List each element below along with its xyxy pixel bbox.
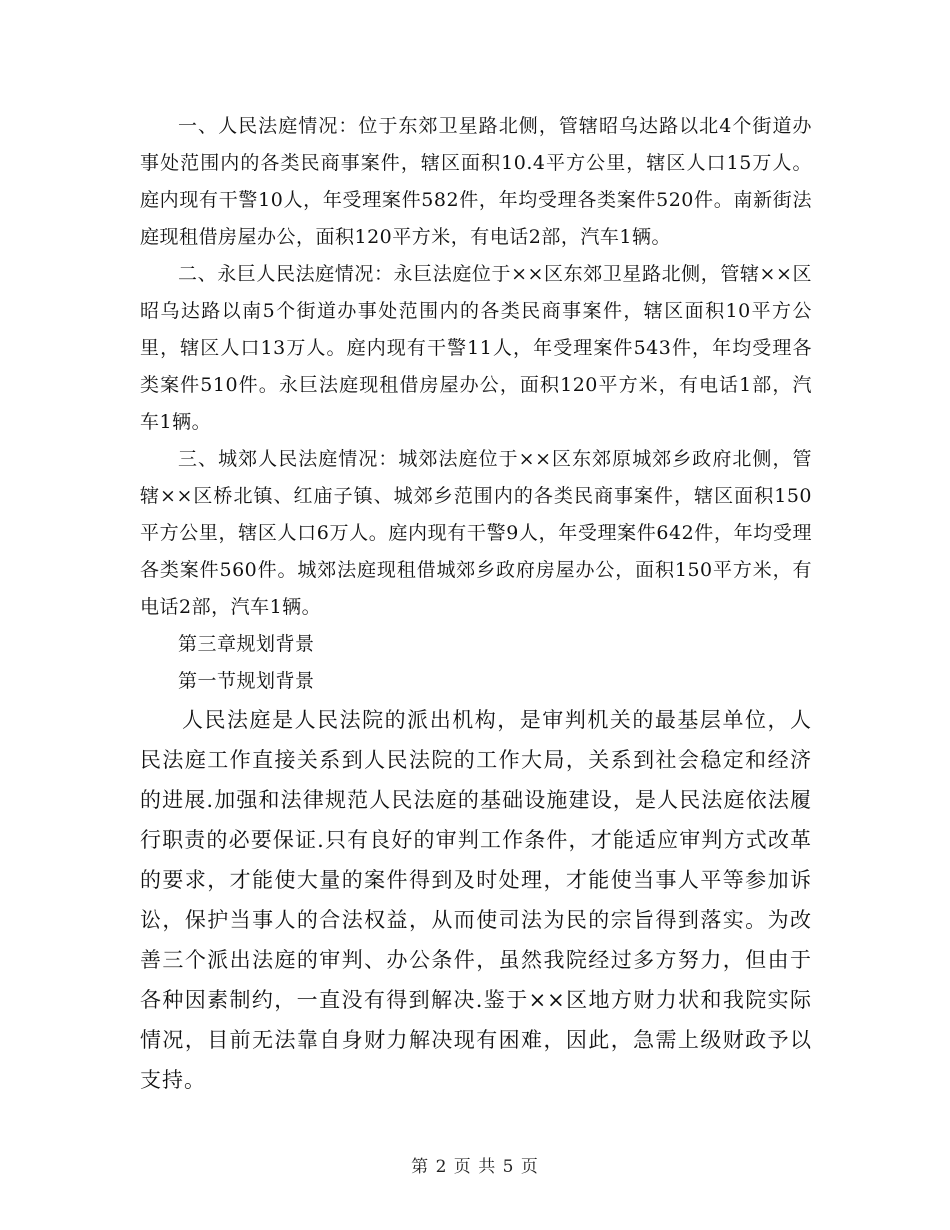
page-number-footer: 第 2 页 共 5 页 [411,1157,539,1177]
section-title: 第一节规划背景 [178,670,315,692]
chapter-title: 第三章规划背景 [178,633,315,655]
court-paragraph-3: 三、城郊人民法庭情况：城郊法庭位于××区东郊原城郊乡政府北侧，管辖××区桥北镇、红庙子镇、城郊乡范围内的各类民商事案件，辖区面积150平方公里，辖区人口6万人。庭内现有干警9人，年受理案件642件，年均受理各类案件560件。城郊法庭现租借城郊乡政府房屋办公，面积150平方米，有电话2部，汽车1辆。 [140,448,812,618]
document-body [140,108,812,1100]
court-paragraph-2: 二、永巨人民法庭情况：永巨法庭位于××区东郊卫星路北侧，管辖××区昭乌达路以南5个街道办事处范围内的各类民商事案件，辖区面积10平方公里，辖区人口13万人。庭内现有干警11人，年受理案件543件，年均受理各类案件510件。永巨法庭现租借房屋办公，面积120平方米，有电话1部，汽车1辆。 [140,263,812,433]
background-paragraph: 人民法庭是人民法院的派出机构，是审判机关的最基层单位，人民法庭工作直接关系到人民法院的工作大局，关系到社会稳定和经济的进展.加强和法律规范人民法庭的基础设施建设，是人民法庭依法履行职责的必要保证.只有良好的审判工作条件，才能适应审判方式改革的要求，才能使大量的案件得到及时处理，才能使当事人平等参加诉讼，保护当事人的合法权益，从而使司法为民的宗旨得到落实。为改善三个派出法庭的审判、办公条件，虽然我院经过多方努力，但由于各种因素制约，一直没有得到解决.鉴于××区地方财力状和我院实际情况，目前无法靠自身财力解决现有困难，因此，急需上级财政予以支持。 [140,708,812,1092]
court-paragraph-1: 一、人民法庭情况：位于东郊卫星路北侧，管辖昭乌达路以北4个街道办事处范围内的各类民商事案件，辖区面积10.4平方公里，辖区人口15万人。庭内现有干警10人，年受理案件582件，年均受理各类案件520件。南新街法庭现租借房屋办公，面积120平方米，有电话2部，汽车1辆。 [140,115,812,248]
